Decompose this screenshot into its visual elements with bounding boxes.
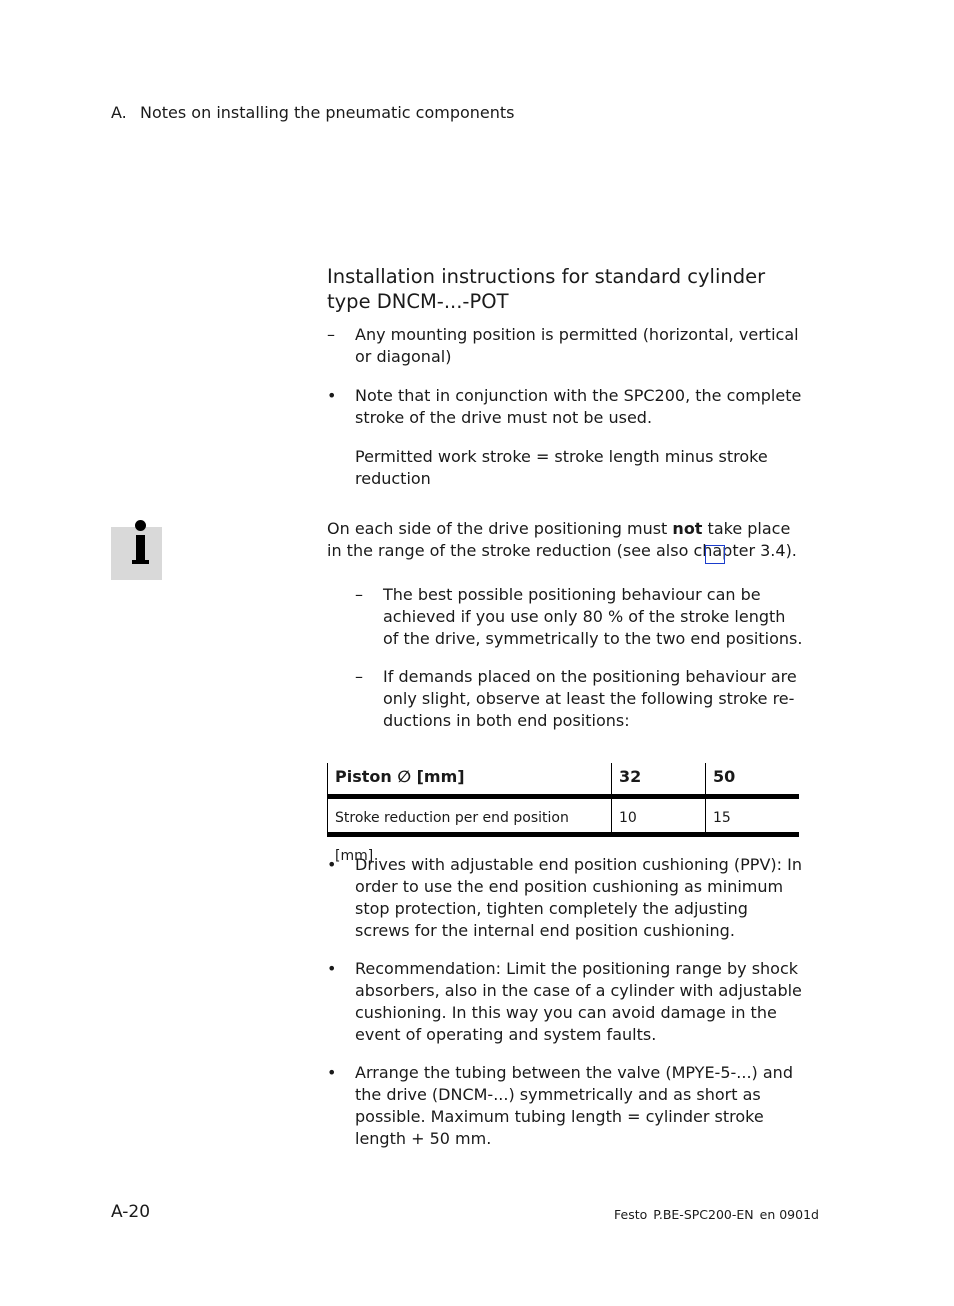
sub-list-item (355, 666, 805, 732)
info-note (327, 518, 797, 562)
list-item-text: Drives with adjustable end position cushioning (PPV): In order to use the end position cushioning as minimum stop protection, tighten completely the adjusting screws for the internal end position cushioning. (355, 855, 802, 940)
chapter-title: Notes on installing the pneumatic components (140, 103, 515, 122)
info-icon (111, 527, 162, 580)
header-cell-piston: Piston ∅ [mm] (327, 763, 611, 794)
list-item (327, 385, 802, 429)
list-item (327, 958, 802, 1046)
permitted-stroke-note: Permitted work stroke = stroke length minus stroke reduction (355, 447, 768, 488)
list-item-text: Recommendation: Limit the positioning range by shock absorbers, also in the case of a cylinder with adjustable cushioning. In this way you can avoid damage in the event of operating and system faults. (355, 959, 802, 1044)
footer-company: Festo (614, 1207, 648, 1222)
stroke-reduction-table (327, 763, 799, 864)
chapter-number: A. (111, 103, 127, 122)
list-item (327, 324, 802, 368)
info-note-emphasis: not (672, 519, 703, 538)
row-label-cell: Stroke reduction per end position [mm] (327, 799, 611, 832)
table-header-row (327, 763, 799, 799)
header-cell-32: 32 (611, 763, 705, 794)
header-cell-50: 50 (705, 763, 799, 794)
chapter-link[interactable] (705, 545, 725, 564)
running-head (111, 102, 515, 124)
section-heading: Installation instructions for standard cylinder type DNCM-...-POT (327, 265, 766, 313)
list-item-text: Any mounting position is permitted (horizontal, vertical or diagonal) (355, 325, 799, 366)
bullet-marker: • (327, 855, 337, 874)
sub-list-item-text: The best possible positioning behaviour can be achieved if you use only 80 % of the stroke length of the drive, symmetrically to the two end positions. (383, 585, 803, 648)
footer-doc-info (614, 1207, 825, 1222)
table-row (327, 799, 799, 864)
sub-list-item-text: If demands placed on the positioning behaviour are only slight, observe at least the following stroke re-ductions in both end positions: (383, 667, 797, 730)
info-note-text: On each side of the drive positioning must (327, 519, 673, 538)
footer-version: en 0901d (759, 1207, 819, 1222)
info-note-text-end: take place in the range of the stroke reduction (see also chapter 3.4). (327, 519, 797, 560)
dash-marker: – (327, 325, 335, 344)
sub-list-item (355, 584, 805, 650)
list-item (327, 854, 802, 942)
bullet-marker: • (327, 1063, 337, 1082)
dash-marker: – (355, 585, 363, 604)
footer-doc-id: P.BE-SPC200-EN (653, 1207, 754, 1222)
dash-marker: – (355, 667, 363, 686)
value-cell-32: 10 (611, 799, 705, 832)
page-number: A-20 (111, 1202, 151, 1222)
bullet-marker: • (327, 386, 337, 405)
bullet-marker: • (327, 959, 337, 978)
list-item-text: Arrange the tubing between the valve (MPYE-5-...) and the drive (DNCM-...) symmetrically and as short as possible. Maximum tubing length = cylinder stroke length + 50 mm. (355, 1063, 793, 1148)
value-cell-50: 15 (705, 799, 799, 832)
list-item-text: Note that in conjunction with the SPC200, the complete stroke of the drive must not be used. (355, 386, 802, 427)
list-item (327, 1062, 802, 1150)
